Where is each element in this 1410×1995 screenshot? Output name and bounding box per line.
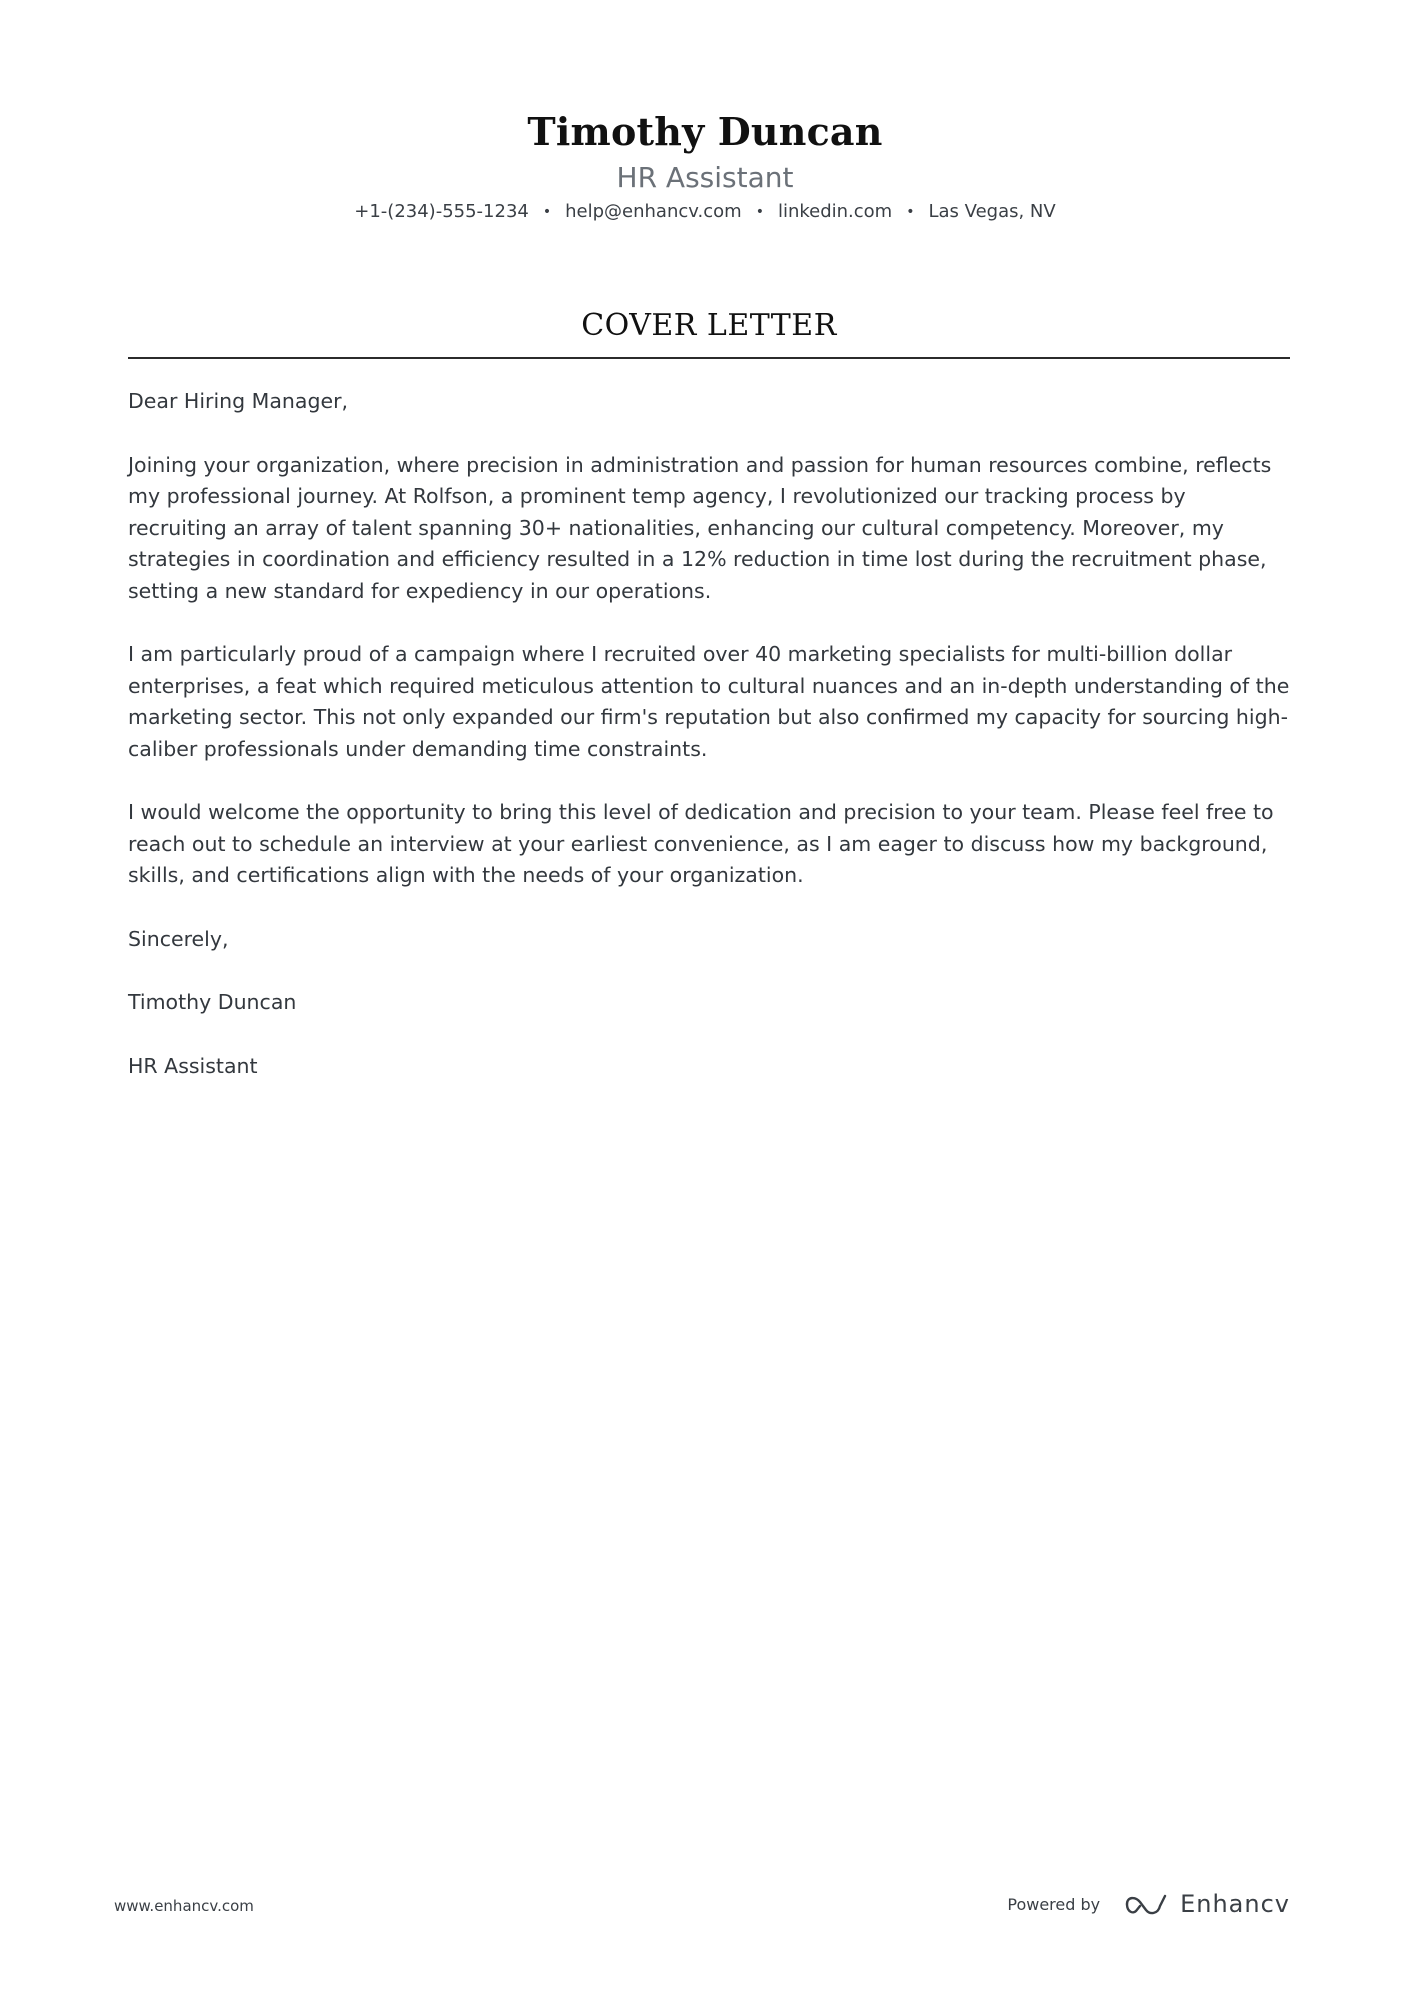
letter-paragraph-1: Joining your organization, where precision in administration and passion for human resources combine, reflects my professional journey. At Rolfson, a prominent temp agency, I revolutionized our tracking process by recruiting an array of talent spanning 30+ nationalities, enhancing our cultural competency. Moreover, my strategies in coordination and efficiency resulted in a 12% reduction in time lost during the recruitment phase, setting a new standard for expediency in our operations. [128, 452, 1272, 603]
letter-paragraph-3: I would welcome the opportunity to bring this level of dedication and precision to your team. Please feel free to reach out to schedule an interview at your earliest convenience, as I am eager to discuss how my background, skills, and certifications align with the needs of your organization. [128, 800, 1274, 887]
section-divider [128, 357, 1290, 359]
powered-by-label: Powered by [1007, 1894, 1101, 1914]
letter-closing: Sincerely, [128, 926, 229, 951]
contact-location: Las Vegas, NV [928, 201, 1056, 222]
separator-dot: • [906, 204, 915, 220]
section-title: COVER LETTER [581, 308, 837, 343]
contact-line [0, 200, 1410, 224]
contact-phone: +1-(234)-555-1234 [354, 201, 529, 222]
contact-email: help@enhancv.com [565, 201, 742, 222]
brand-name: Enhancv [1180, 1890, 1290, 1918]
candidate-name: Timothy Duncan [527, 109, 883, 154]
signature-title: HR Assistant [128, 1053, 258, 1078]
enhancv-logo-icon [1124, 1892, 1170, 1916]
header [0, 108, 1410, 224]
footer-branding [1007, 1890, 1290, 1918]
letter-paragraph-2: I am particularly proud of a campaign where I recruited over 40 marketing specialists for multi-billion dollar enterprises, a feat which required meticulous attention to cultural nuances and an in-depth understanding of the marketing sector. This not only expanded our firm's reputation but also confirmed my capacity for sourcing high-caliber professionals under demanding time constraints. [128, 642, 1290, 761]
footer-website: www.enhancv.com [114, 1897, 254, 1915]
signature-name: Timothy Duncan [128, 990, 297, 1014]
candidate-role: HR Assistant [616, 161, 794, 194]
contact-linkedin: linkedin.com [777, 201, 893, 222]
separator-dot: • [755, 204, 764, 220]
letter-body [128, 386, 1290, 1114]
separator-dot: • [542, 204, 552, 220]
letter-greeting: Dear Hiring Manager, [128, 389, 349, 413]
brand-logo [1124, 1890, 1290, 1918]
